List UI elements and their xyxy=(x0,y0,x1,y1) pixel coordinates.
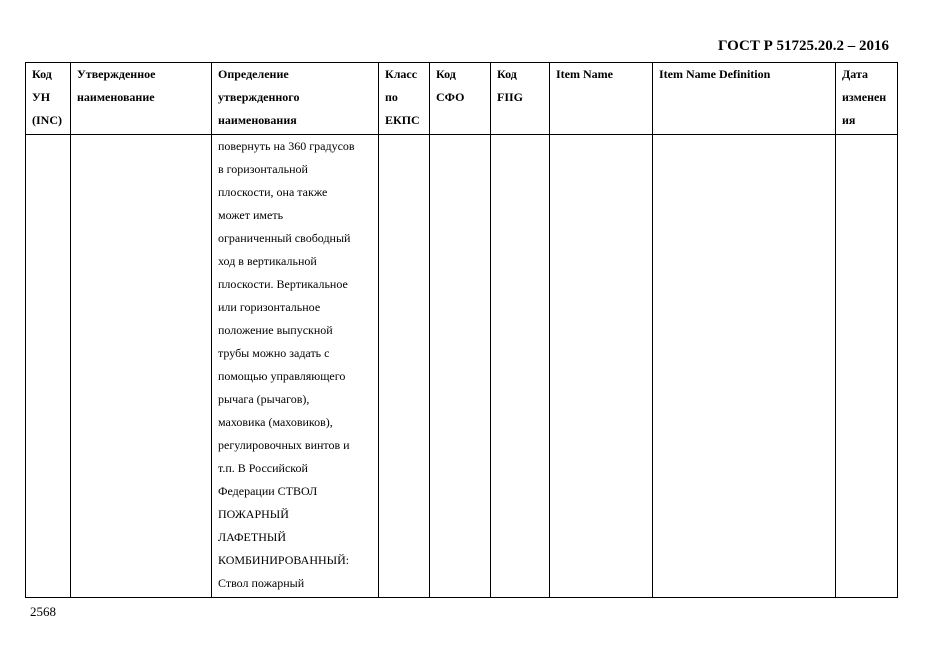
cell-item-name xyxy=(550,135,653,598)
definition-line: маховика (маховиков), xyxy=(218,415,333,429)
definition-line: рычага (рычагов), xyxy=(218,392,310,406)
col-header-approved-name: Утвержденное наименование xyxy=(71,63,212,135)
definition-line: Федерации СТВОЛ xyxy=(218,484,318,498)
table-row xyxy=(26,135,898,598)
definition-line: т.п. В Российской xyxy=(218,461,308,475)
definition-line: Ствол пожарный xyxy=(218,576,305,590)
col-header-change-date: Дата изменен ия xyxy=(836,63,898,135)
definition-line: повернуть на 360 градусов xyxy=(218,139,355,153)
col-header-fiig-code: Код FIIG xyxy=(491,63,550,135)
cell-change-date xyxy=(836,135,898,598)
definition-line: плоскости, она также xyxy=(218,185,328,199)
cell-ekps-class xyxy=(379,135,430,598)
cell-approved-name xyxy=(71,135,212,598)
definition-line: трубы можно задать с xyxy=(218,346,330,360)
definition-line: КОМБИНИРОВАННЫЙ: xyxy=(218,553,350,567)
data-table xyxy=(25,62,898,598)
definition-line: регулировочных винтов и xyxy=(218,438,350,452)
definition-line: помощью управляющего xyxy=(218,369,346,383)
definition-line: в горизонтальной xyxy=(218,162,308,176)
col-header-name-definition: Определение утвержденного наименования xyxy=(212,63,379,135)
col-header-ekps-class: Класс по ЕКПС xyxy=(379,63,430,135)
page-number: 2568 xyxy=(30,604,56,619)
definition-line: может иметь xyxy=(218,208,284,222)
document-title: ГОСТ Р 51725.20.2 – 2016 xyxy=(717,38,889,54)
cell-fiig-code xyxy=(491,135,550,598)
table-header-row xyxy=(26,63,898,135)
definition-line: или горизонтальное xyxy=(218,300,321,314)
definition-line: плоскости. Вертикальное xyxy=(218,277,348,291)
col-header-sfo-code: Код СФО xyxy=(430,63,491,135)
definition-line: положение выпускной xyxy=(218,323,333,337)
cell-name-definition xyxy=(212,135,379,598)
cell-sfo-code xyxy=(430,135,491,598)
definition-line: ограниченный свободный xyxy=(218,231,351,245)
definition-line: ЛАФЕТНЫЙ xyxy=(218,530,286,544)
col-header-item-name-definition: Item Name Definition xyxy=(653,63,836,135)
cell-item-name-definition xyxy=(653,135,836,598)
col-header-inc-code: Код УН (INC) xyxy=(26,63,71,135)
definition-line: ПОЖАРНЫЙ xyxy=(218,507,289,521)
col-header-item-name: Item Name xyxy=(550,63,653,135)
definition-line: ход в вертикальной xyxy=(218,254,317,268)
cell-inc-code xyxy=(26,135,71,598)
